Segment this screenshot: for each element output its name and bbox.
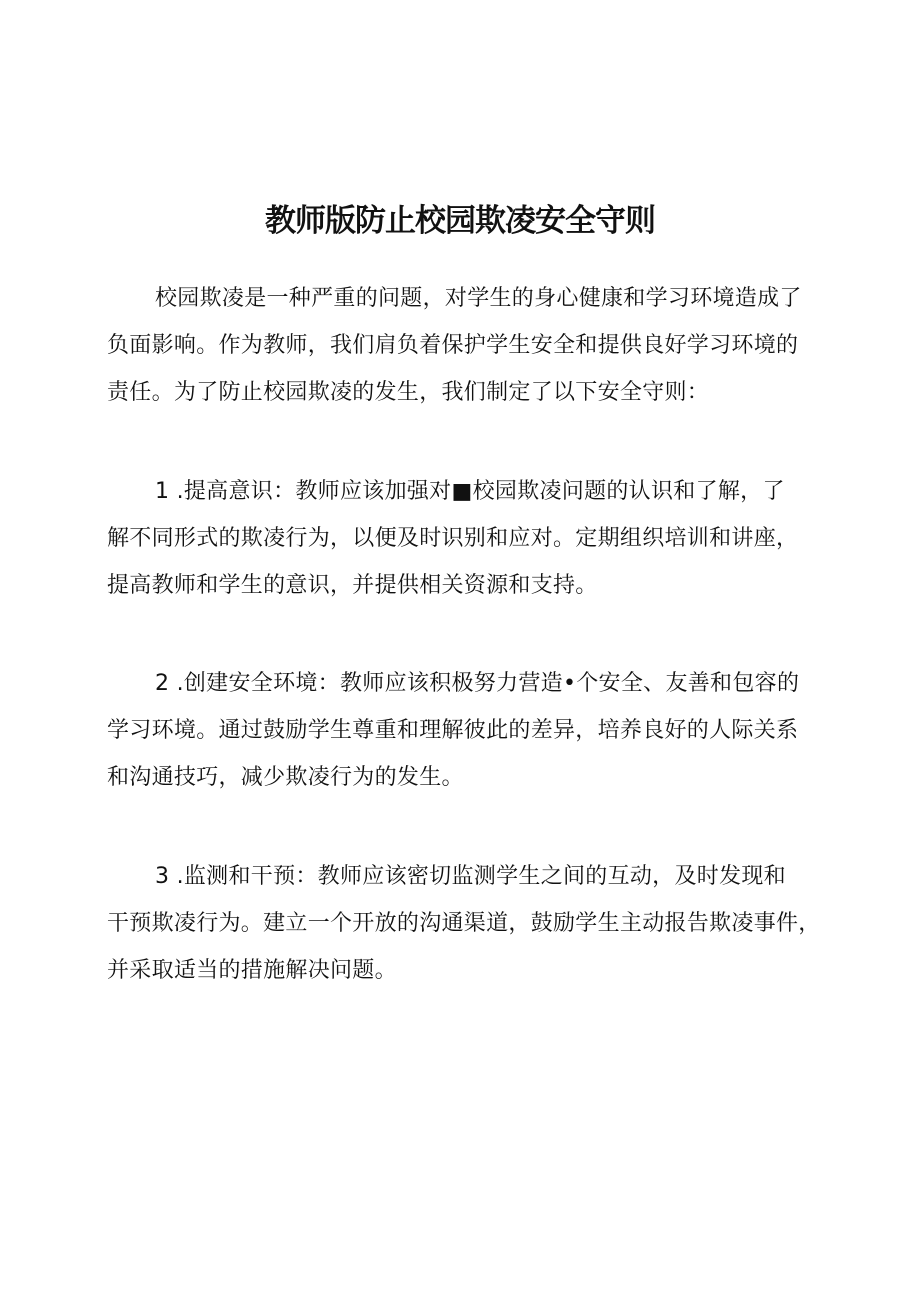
- rule-line: 2 .创建安全环境：教师应该积极努力营造•个安全、友善和包容的: [155, 671, 800, 696]
- rule-line: 学习环境。通过鼓励学生尊重和理解彼此的差异，培养良好的人际关系: [107, 718, 799, 743]
- rule-line: 和沟通技巧，减少欺凌行为的发生。: [107, 765, 464, 790]
- intro-paragraph: [107, 275, 827, 416]
- intro-line: 责任。为了防止校园欺凌的发生，我们制定了以下安全守则：: [107, 380, 710, 405]
- rule-line: 3 .监测和干预：教师应该密切监测学生之间的互动，及时发现和: [155, 864, 786, 889]
- rule-item-2: [107, 660, 827, 801]
- intro-line: 校园欺凌是一种严重的问题，对学生的身心健康和学习环境造成了: [155, 286, 802, 311]
- rule-item-1: [107, 468, 827, 609]
- rule-line: 1 .提高意识：教师应该加强对■校园欺凌问题的认识和了解，了: [155, 479, 785, 504]
- rule-line: 解不同形式的欺凌行为，以便及时识别和应对。定期组织培训和讲座，: [107, 526, 799, 551]
- rule-line: 并采取适当的措施解决问题。: [107, 958, 397, 983]
- intro-line: 负面影响。作为教师，我们肩负着保护学生安全和提供良好学习环境的: [107, 333, 799, 358]
- rule-line: 提高教师和学生的意识，并提供相关资源和支持。: [107, 573, 598, 598]
- rule-item-3: [107, 853, 827, 994]
- rule-line: 干预欺凌行为。建立一个开放的沟通渠道，鼓励学生主动报告欺凌事件，: [107, 911, 821, 936]
- document-title: 教师版防止校园欺凌安全守则: [265, 202, 655, 239]
